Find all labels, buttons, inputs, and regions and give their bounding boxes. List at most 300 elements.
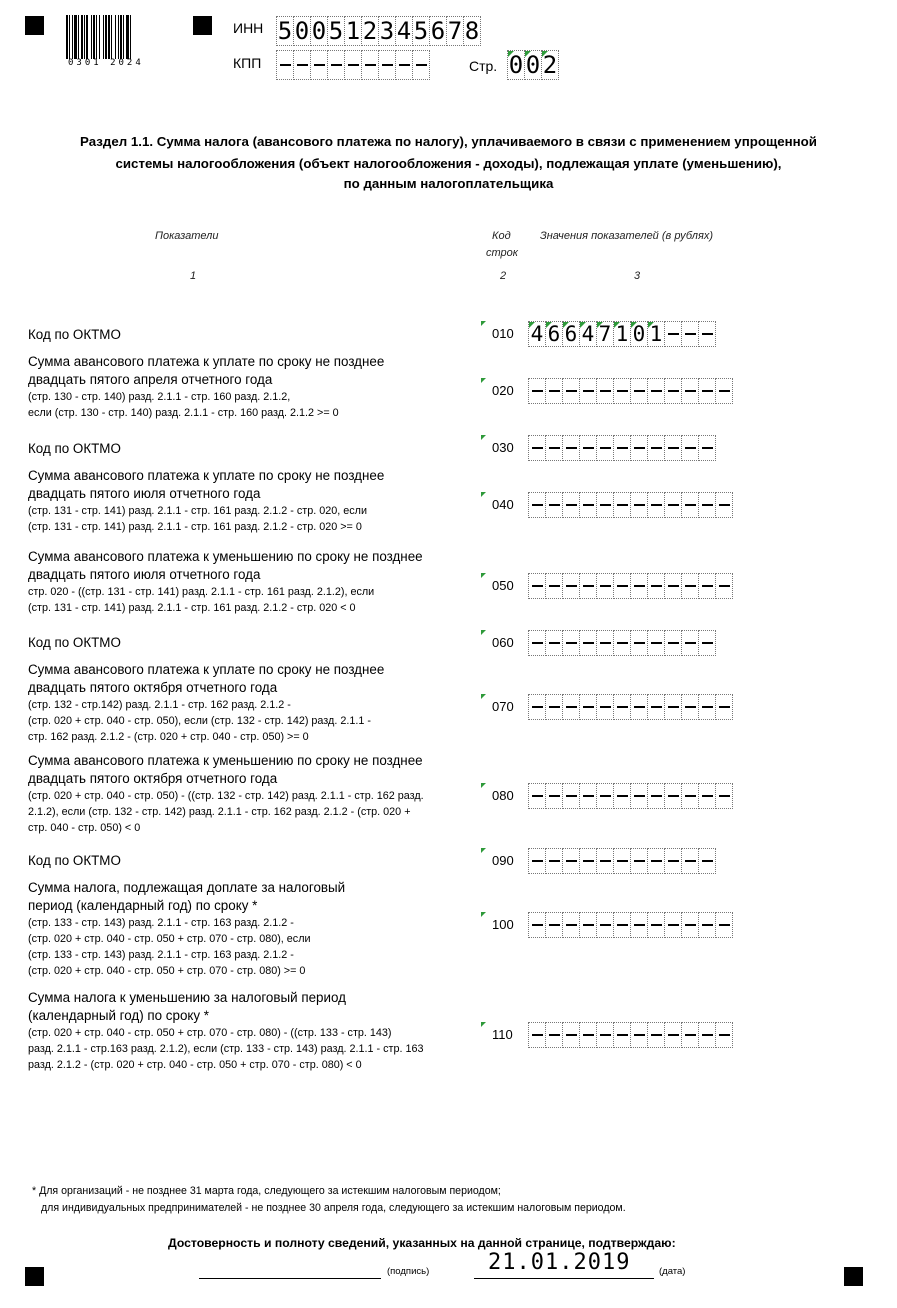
digit-cell xyxy=(412,50,430,80)
row-marker xyxy=(481,912,486,917)
digit-cell xyxy=(596,912,614,938)
digit-cell xyxy=(579,694,597,720)
row-formula-line: стр. 162 разд. 2.1.2 - (стр. 020 + стр. 040 - стр. 050) >= 0 xyxy=(28,731,309,743)
digit-cell xyxy=(562,1022,580,1048)
row-formula-line: (стр. 020 + стр. 040 - стр. 050 + стр. 070 - стр. 080), если xyxy=(28,933,311,945)
digit-cell xyxy=(630,492,648,518)
confirmation-text: Достоверность и полноту сведений, указанных на данной странице, подтверждаю: xyxy=(168,1236,676,1250)
digit-cell xyxy=(630,573,648,599)
value-field-100[interactable] xyxy=(528,912,733,938)
digit-cell xyxy=(579,783,597,809)
barcode-bar xyxy=(130,15,131,59)
corner-marker-bottom-left xyxy=(25,1267,44,1286)
row-title-line: Сумма авансового платежа к уплате по сроку не позднее xyxy=(28,468,385,483)
digit-cell xyxy=(596,573,614,599)
digit-cell xyxy=(613,573,631,599)
digit-cell xyxy=(579,848,597,874)
digit-cell xyxy=(647,783,665,809)
kpp-label: КПП xyxy=(233,55,262,71)
row-title-line: Сумма авансового платежа к уменьшению по сроку не позднее xyxy=(28,549,423,564)
value-field-010[interactable] xyxy=(528,321,716,347)
row-label-090 xyxy=(28,844,478,878)
row-title-line: двадцать пятого октября отчетного года xyxy=(28,680,278,695)
footnote-line-2: для индивидуальных предпринимателей - не позднее 30 апреля года, следующего за истекшим налоговым периодом. xyxy=(41,1202,626,1214)
row-label-080 xyxy=(28,752,478,836)
column-header-code-line2: строк xyxy=(486,247,518,259)
digit-cell xyxy=(596,694,614,720)
barcode-bar xyxy=(74,15,77,59)
digit-cell xyxy=(664,848,682,874)
digit-cell xyxy=(681,694,699,720)
barcode-bar xyxy=(69,15,70,59)
row-marker xyxy=(481,378,486,383)
column-header-code-line1: Код xyxy=(492,230,511,242)
cell-tick xyxy=(563,322,569,328)
digit-cell xyxy=(562,321,580,347)
digit-cell xyxy=(664,694,682,720)
row-title-line: Код по ОКТМО xyxy=(28,853,121,868)
section-title-line-2: системы налогообложения (объект налогообложения - доходы), подлежащая уплате (уменьшению), xyxy=(115,156,782,171)
row-code-050: 050 xyxy=(492,578,514,593)
digit-cell xyxy=(698,694,716,720)
digit-cell xyxy=(528,435,546,461)
cell-tick xyxy=(525,51,531,57)
barcode xyxy=(66,15,162,59)
digit-cell xyxy=(596,783,614,809)
digit-cell xyxy=(562,435,580,461)
digit-cell xyxy=(579,573,597,599)
row-label-020 xyxy=(28,353,478,421)
row-marker xyxy=(481,492,486,497)
digit-cell xyxy=(681,321,699,347)
row-code-080: 080 xyxy=(492,788,514,803)
cell-digit: 1 xyxy=(615,322,629,346)
barcode-bar xyxy=(66,15,68,59)
row-marker xyxy=(481,783,486,788)
barcode-bar xyxy=(126,15,129,59)
digit-cell xyxy=(596,1022,614,1048)
row-title-line: Сумма авансового платежа к уменьшению по сроку не позднее xyxy=(28,753,423,768)
value-field-090[interactable] xyxy=(528,848,716,874)
barcode-bar xyxy=(120,15,122,59)
cell-digit: 0 xyxy=(508,51,524,79)
corner-marker-top-left xyxy=(25,16,44,35)
digit-cell xyxy=(562,912,580,938)
cell-digit: 0 xyxy=(525,51,541,79)
digit-cell xyxy=(664,573,682,599)
digit-cell xyxy=(647,694,665,720)
digit-cell xyxy=(647,912,665,938)
cell-digit: 7 xyxy=(598,322,612,346)
row-title-line: Код по ОКТМО xyxy=(28,327,121,342)
digit-cell xyxy=(545,321,563,347)
digit-cell xyxy=(664,492,682,518)
cell-digit: 1 xyxy=(345,17,361,45)
signature-line[interactable] xyxy=(199,1277,381,1279)
row-code-030: 030 xyxy=(492,440,514,455)
digit-cell xyxy=(664,321,682,347)
row-title-line: Сумма налога, подлежащая доплате за налоговый xyxy=(28,880,346,895)
row-formula-line: разд. 2.1.2 - (стр. 020 + стр. 040 - стр. 050 + стр. 070 - стр. 080) < 0 xyxy=(28,1059,362,1071)
digit-cell xyxy=(327,50,345,80)
digit-cell xyxy=(361,50,379,80)
barcode-bar xyxy=(78,15,79,59)
digit-cell xyxy=(344,16,362,46)
row-formula-line: (стр. 132 - стр.142) разд. 2.1.1 - стр. 162 разд. 2.1.2 - xyxy=(28,699,291,711)
row-title-line: двадцать пятого июля отчетного года xyxy=(28,486,261,501)
barcode-bar xyxy=(81,15,83,59)
digit-cell xyxy=(647,435,665,461)
barcode-bar xyxy=(84,15,85,59)
digit-cell xyxy=(647,378,665,404)
digit-cell xyxy=(596,378,614,404)
cell-digit: 5 xyxy=(413,17,429,45)
row-label-100 xyxy=(28,879,478,979)
cell-digit: 0 xyxy=(311,17,327,45)
signature-label: (подпись) xyxy=(387,1266,430,1277)
barcode-bar xyxy=(96,15,97,59)
row-formula-line: (стр. 130 - стр. 140) разд. 2.1.1 - стр. 160 разд. 2.1.2, xyxy=(28,391,291,403)
digit-cell xyxy=(528,848,546,874)
digit-cell xyxy=(630,694,648,720)
cell-digit: 6 xyxy=(547,322,561,346)
row-title-line: двадцать пятого октября отчетного года xyxy=(28,771,278,786)
digit-cell xyxy=(545,912,563,938)
value-field-050[interactable] xyxy=(528,573,733,599)
kpp-field[interactable] xyxy=(276,50,430,80)
digit-cell xyxy=(698,1022,716,1048)
cell-digit: 8 xyxy=(464,17,480,45)
digit-cell xyxy=(545,630,563,656)
digit-cell xyxy=(579,630,597,656)
digit-cell xyxy=(378,16,396,46)
digit-cell xyxy=(613,783,631,809)
digit-cell xyxy=(395,50,413,80)
cell-digit: 3 xyxy=(379,17,395,45)
digit-cell xyxy=(630,435,648,461)
cell-digit: 6 xyxy=(430,17,446,45)
row-label-070 xyxy=(28,661,478,745)
row-title-line: Сумма авансового платежа к уплате по сроку не позднее xyxy=(28,354,385,369)
digit-cell xyxy=(681,492,699,518)
barcode-bar xyxy=(91,15,92,59)
digit-cell xyxy=(446,16,464,46)
digit-cell xyxy=(613,630,631,656)
digit-cell xyxy=(276,16,294,46)
digit-cell xyxy=(545,573,563,599)
digit-cell xyxy=(715,573,733,599)
digit-cell xyxy=(698,492,716,518)
column-number-1: 1 xyxy=(190,270,197,282)
barcode-bar xyxy=(72,15,73,59)
row-label-060 xyxy=(28,626,478,660)
corner-marker-bottom-right xyxy=(844,1267,863,1286)
row-formula-line: (стр. 020 + стр. 040 - стр. 050), если (стр. 132 - стр. 142) разд. 2.1.1 - xyxy=(28,715,371,727)
value-field-020[interactable] xyxy=(528,378,733,404)
digit-cell xyxy=(698,573,716,599)
digit-cell xyxy=(528,573,546,599)
digit-cell xyxy=(596,321,614,347)
digit-cell xyxy=(528,378,546,404)
row-title-line: (календарный год) по сроку * xyxy=(28,1008,210,1023)
barcode-bar xyxy=(123,15,124,59)
cell-digit: 4 xyxy=(581,322,595,346)
digit-cell xyxy=(613,492,631,518)
digit-cell xyxy=(681,783,699,809)
digit-cell xyxy=(596,630,614,656)
value-field-060[interactable] xyxy=(528,630,716,656)
row-marker xyxy=(481,573,486,578)
row-title-line: период (календарный год) по сроку * xyxy=(28,898,258,913)
row-formula-line: (стр. 131 - стр. 141) разд. 2.1.1 - стр. 161 разд. 2.1.2 - стр. 020, если xyxy=(28,505,367,517)
digit-cell xyxy=(681,848,699,874)
digit-cell xyxy=(664,378,682,404)
barcode-bar xyxy=(118,15,119,59)
digit-cell xyxy=(562,378,580,404)
digit-cell xyxy=(681,912,699,938)
row-label-110 xyxy=(28,989,478,1073)
digit-cell xyxy=(579,435,597,461)
row-title-line: Сумма авансового платежа к уплате по сроку не позднее xyxy=(28,662,385,677)
date-label: (дата) xyxy=(659,1266,686,1277)
section-title xyxy=(0,131,897,193)
digit-cell xyxy=(528,1022,546,1048)
cell-digit: 0 xyxy=(632,322,646,346)
digit-cell xyxy=(630,321,648,347)
barcode-text: 0301 2024 xyxy=(68,58,144,68)
row-code-020: 020 xyxy=(492,383,514,398)
digit-cell xyxy=(715,694,733,720)
digit-cell xyxy=(579,378,597,404)
digit-cell xyxy=(310,16,328,46)
page-number-field[interactable] xyxy=(507,50,559,80)
row-marker xyxy=(481,630,486,635)
digit-cell xyxy=(562,573,580,599)
digit-cell xyxy=(276,50,294,80)
row-label-010 xyxy=(28,318,478,352)
value-field-030[interactable] xyxy=(528,435,716,461)
cell-tick xyxy=(508,51,514,57)
digit-cell xyxy=(630,1022,648,1048)
row-formula-line: (стр. 131 - стр. 141) разд. 2.1.1 - стр. 161 разд. 2.1.2 - стр. 020 < 0 xyxy=(28,602,356,614)
row-marker xyxy=(481,694,486,699)
value-field-070[interactable] xyxy=(528,694,733,720)
digit-cell xyxy=(378,50,396,80)
row-formula-line: 2.1.2), если (стр. 132 - стр. 142) разд. 2.1.1 - стр. 162 разд. 2.1.2 - (стр. 020 + xyxy=(28,806,411,818)
digit-cell xyxy=(698,630,716,656)
digit-cell xyxy=(698,783,716,809)
row-code-090: 090 xyxy=(492,853,514,868)
row-formula-line: стр. 020 - ((стр. 131 - стр. 141) разд. 2.1.1 - стр. 161 разд. 2.1.2), если xyxy=(28,586,375,598)
row-title-line: двадцать пятого апреля отчетного года xyxy=(28,372,273,387)
digit-cell xyxy=(528,694,546,720)
digit-cell xyxy=(698,321,716,347)
digit-cell xyxy=(698,848,716,874)
digit-cell xyxy=(545,694,563,720)
row-title-line: двадцать пятого июля отчетного года xyxy=(28,567,261,582)
digit-cell xyxy=(630,783,648,809)
digit-cell xyxy=(545,783,563,809)
row-title-line: Код по ОКТМО xyxy=(28,441,121,456)
digit-cell xyxy=(715,912,733,938)
digit-cell xyxy=(579,1022,597,1048)
cell-digit: 6 xyxy=(564,322,578,346)
row-code-100: 100 xyxy=(492,917,514,932)
digit-cell xyxy=(562,492,580,518)
row-marker xyxy=(481,1022,486,1027)
value-field-040[interactable] xyxy=(528,492,733,518)
column-number-2: 2 xyxy=(500,270,507,282)
column-header-values: Значения показателей (в рублях) xyxy=(540,230,714,242)
digit-cell xyxy=(664,912,682,938)
digit-cell xyxy=(545,492,563,518)
row-label-040 xyxy=(28,467,478,535)
digit-cell xyxy=(664,630,682,656)
barcode-bar xyxy=(111,15,112,59)
digit-cell xyxy=(412,16,430,46)
date-value: 21.01.2019 xyxy=(488,1250,631,1275)
row-label-030 xyxy=(28,432,478,466)
digit-cell xyxy=(613,435,631,461)
digit-cell xyxy=(698,912,716,938)
digit-cell xyxy=(596,492,614,518)
cell-tick xyxy=(631,322,637,328)
digit-cell xyxy=(613,912,631,938)
cell-digit: 2 xyxy=(542,51,558,79)
digit-cell xyxy=(562,848,580,874)
column-header-indicators: Показатели xyxy=(155,230,219,242)
digit-cell xyxy=(647,573,665,599)
corner-marker-top-right xyxy=(193,16,212,35)
barcode-bars xyxy=(66,15,162,59)
row-formula-line: если (стр. 130 - стр. 140) разд. 2.1.1 - стр. 160 разд. 2.1.2 >= 0 xyxy=(28,407,339,419)
row-code-040: 040 xyxy=(492,497,514,512)
barcode-bar xyxy=(93,15,95,59)
digit-cell xyxy=(545,435,563,461)
cell-digit: 5 xyxy=(277,17,293,45)
digit-cell xyxy=(545,378,563,404)
row-label-050 xyxy=(28,548,478,616)
inn-field[interactable] xyxy=(276,16,481,46)
digit-cell xyxy=(681,630,699,656)
row-code-110: 110 xyxy=(492,1027,513,1042)
digit-cell xyxy=(681,573,699,599)
digit-cell xyxy=(613,321,631,347)
row-code-060: 060 xyxy=(492,635,514,650)
cell-digit: 0 xyxy=(294,17,310,45)
digit-cell xyxy=(613,848,631,874)
row-title-line: Код по ОКТМО xyxy=(28,635,121,650)
digit-cell xyxy=(681,1022,699,1048)
digit-cell xyxy=(361,16,379,46)
digit-cell xyxy=(545,1022,563,1048)
digit-cell xyxy=(344,50,362,80)
row-formula-line: (стр. 020 + стр. 040 - стр. 050 + стр. 070 - стр. 080) - ((стр. 133 - стр. 143) xyxy=(28,1027,392,1039)
digit-cell xyxy=(579,492,597,518)
digit-cell xyxy=(293,50,311,80)
digit-cell xyxy=(647,321,665,347)
cell-digit: 5 xyxy=(328,17,344,45)
row-formula-line: (стр. 131 - стр. 141) разд. 2.1.1 - стр. 161 разд. 2.1.2 - стр. 020 >= 0 xyxy=(28,521,362,533)
digit-cell xyxy=(327,16,345,46)
digit-cell xyxy=(293,16,311,46)
page-label: Стр. xyxy=(469,58,498,74)
digit-cell xyxy=(507,50,525,80)
cell-tick xyxy=(546,322,552,328)
digit-cell xyxy=(715,378,733,404)
cell-digit: 4 xyxy=(530,322,544,346)
digit-cell xyxy=(630,630,648,656)
digit-cell xyxy=(647,1022,665,1048)
cell-digit: 2 xyxy=(362,17,378,45)
row-formula-line: стр. 040 - стр. 050) < 0 xyxy=(28,822,141,834)
digit-cell xyxy=(613,378,631,404)
digit-cell xyxy=(613,694,631,720)
row-formula-line: (стр. 020 + стр. 040 - стр. 050) - ((стр. 132 - стр. 142) разд. 2.1.1 - стр. 162 разд. xyxy=(28,790,424,802)
digit-cell xyxy=(541,50,559,80)
digit-cell xyxy=(528,321,546,347)
digit-cell xyxy=(630,378,648,404)
value-field-110[interactable] xyxy=(528,1022,733,1048)
digit-cell xyxy=(528,783,546,809)
cell-digit: 7 xyxy=(447,17,463,45)
inn-label: ИНН xyxy=(233,20,264,36)
barcode-bar xyxy=(105,15,107,59)
digit-cell xyxy=(579,912,597,938)
digit-cell xyxy=(698,378,716,404)
cell-tick xyxy=(597,322,603,328)
digit-cell xyxy=(596,435,614,461)
section-title-line-3: по данным налогоплательщика xyxy=(343,176,554,191)
digit-cell xyxy=(596,848,614,874)
digit-cell xyxy=(681,435,699,461)
digit-cell xyxy=(664,783,682,809)
digit-cell xyxy=(715,1022,733,1048)
row-title-line: Сумма налога к уменьшению за налоговый период xyxy=(28,990,346,1005)
digit-cell xyxy=(562,630,580,656)
digit-cell xyxy=(647,848,665,874)
date-field[interactable] xyxy=(474,1277,654,1279)
row-marker xyxy=(481,321,486,326)
digit-cell xyxy=(664,435,682,461)
row-code-010: 010 xyxy=(492,326,514,341)
digit-cell xyxy=(395,16,413,46)
cell-tick xyxy=(529,322,535,328)
row-formula-line: разд. 2.1.1 - стр.163 разд. 2.1.2), если (стр. 133 - стр. 143) разд. 2.1.1 - стр. 163 xyxy=(28,1043,424,1055)
row-formula-line: (стр. 133 - стр. 143) разд. 2.1.1 - стр. 163 разд. 2.1.2 - xyxy=(28,917,294,929)
row-marker xyxy=(481,435,486,440)
digit-cell xyxy=(647,630,665,656)
digit-cell xyxy=(613,1022,631,1048)
row-code-070: 070 xyxy=(492,699,514,714)
digit-cell xyxy=(524,50,542,80)
value-field-080[interactable] xyxy=(528,783,733,809)
digit-cell xyxy=(630,912,648,938)
footnote-line-1: * Для организаций - не позднее 31 марта года, следующего за истекшим налоговым периодом; xyxy=(32,1185,501,1197)
barcode-bar xyxy=(115,15,116,59)
digit-cell xyxy=(630,848,648,874)
digit-cell xyxy=(647,492,665,518)
digit-cell xyxy=(545,848,563,874)
digit-cell xyxy=(310,50,328,80)
barcode-bar xyxy=(103,15,104,59)
digit-cell xyxy=(562,694,580,720)
digit-cell xyxy=(528,912,546,938)
digit-cell xyxy=(681,378,699,404)
row-formula-line: (стр. 133 - стр. 143) разд. 2.1.1 - стр. 163 разд. 2.1.2 - xyxy=(28,949,294,961)
cell-tick xyxy=(614,322,620,328)
barcode-bar xyxy=(99,15,100,59)
